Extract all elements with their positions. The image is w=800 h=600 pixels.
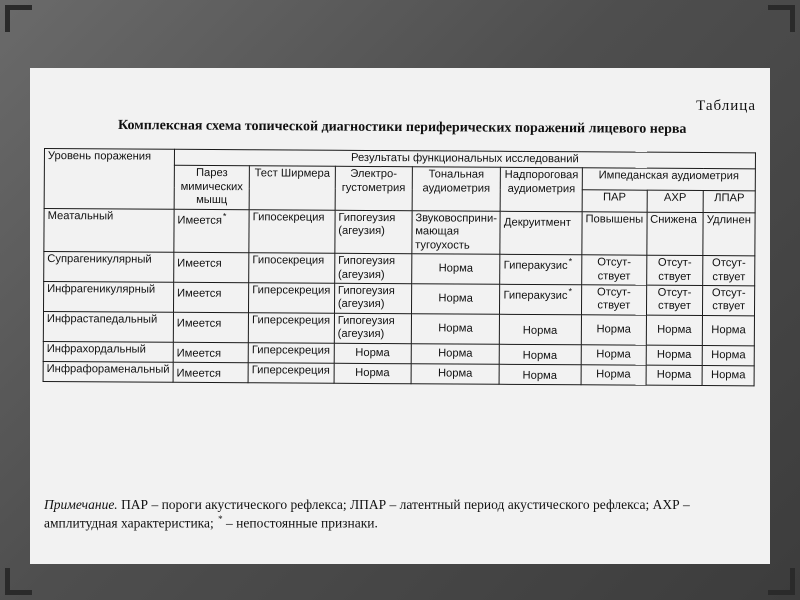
cell-paresis-text: Имеется xyxy=(176,367,222,380)
cell-tonal: Норма xyxy=(411,364,500,385)
cell-par: Повышены xyxy=(582,212,647,256)
frame-corner-bottom-right xyxy=(768,568,795,595)
cell-par: Норма xyxy=(581,315,646,345)
cell-paresis xyxy=(173,312,248,342)
header-par: ПАР xyxy=(582,190,647,212)
table-row xyxy=(44,252,755,286)
note-text: ПАР – пороги акустического рефлекса; ЛПАР – латентный период акустического рефлекса; АХР – амплитудная характеристика; xyxy=(44,497,690,531)
footnote-marker: * xyxy=(568,256,573,267)
header-level: Уровень поражения xyxy=(44,149,174,210)
header-ahr: АХР xyxy=(647,190,704,212)
cell-paresis-text: Имеется xyxy=(176,347,222,360)
cell-ahr: Норма xyxy=(646,315,703,345)
diagnostic-table xyxy=(43,148,756,386)
cell-gustometry: Норма xyxy=(334,363,411,384)
cell-ahr: Норма xyxy=(646,345,703,366)
frame-corner-top-right xyxy=(768,5,795,32)
cell-lpar: Норма xyxy=(702,345,754,365)
header-lpar: ЛПАР xyxy=(703,191,755,213)
table-row xyxy=(44,208,755,256)
header-results: Результаты функциональных исследований xyxy=(174,149,755,169)
cell-tonal: Норма xyxy=(411,284,500,314)
cell-suprathreshold xyxy=(500,254,582,284)
cell-suprathreshold xyxy=(500,344,582,365)
cell-paresis xyxy=(173,342,248,363)
cell-lpar: Норма xyxy=(702,365,754,385)
header-schirmer: Тест Ширмера xyxy=(249,166,335,210)
cell-lpar: Норма xyxy=(703,315,755,345)
cell-tonal: Норма xyxy=(411,254,500,284)
cell-supra-text: Норма xyxy=(522,349,558,362)
cell-ahr: Отсут-ствует xyxy=(646,255,703,285)
cell-paresis-text: Имеется xyxy=(177,214,222,227)
cell-supra-text: Гиперакузис xyxy=(503,259,568,272)
cell-suprathreshold xyxy=(500,284,582,314)
table-note xyxy=(44,496,760,532)
cell-par: Отсут-ствует xyxy=(582,255,647,285)
cell-paresis xyxy=(174,252,249,282)
footnote-marker: * xyxy=(568,286,573,297)
cell-paresis xyxy=(173,362,248,383)
table-row xyxy=(43,311,754,345)
note-label: Примечание. xyxy=(44,497,118,512)
cell-tonal: Норма xyxy=(411,314,500,344)
cell-paresis-text: Имеется xyxy=(177,257,222,270)
cell-tonal: Звуковосприни-мающая тугоухость xyxy=(412,210,501,254)
header-impedance-audiometry: Импеданская аудиометрия xyxy=(582,168,755,191)
frame-corner-bottom-left xyxy=(5,568,32,595)
cell-par: Отсут-ствует xyxy=(581,285,646,315)
table-row xyxy=(43,361,754,386)
cell-schirmer: Гиперсекреция xyxy=(248,313,334,343)
cell-level: Инфрагеникулярный xyxy=(44,281,174,312)
cell-schirmer: Гипосекреция xyxy=(249,210,335,254)
cell-lpar: Удлинен xyxy=(703,212,755,256)
cell-paresis-text: Имеется xyxy=(176,317,222,330)
cell-schirmer: Гиперсекреция xyxy=(249,283,335,313)
cell-lpar: Отсут-ствует xyxy=(703,285,755,315)
cell-supra-text: Норма xyxy=(522,369,558,382)
cell-supra-text: Гиперакузис xyxy=(503,289,568,302)
cell-lpar: Отсут-ствует xyxy=(703,256,755,286)
cell-schirmer: Гиперсекреция xyxy=(248,363,334,384)
cell-level: Инфрахордальный xyxy=(43,341,173,362)
cell-paresis xyxy=(174,209,249,253)
cell-gustometry: Гипогеузия (агеузия) xyxy=(334,313,411,343)
footnote-marker: * xyxy=(222,210,227,221)
frame-corner-top-left xyxy=(5,5,32,32)
cell-level: Инфрастапедальный xyxy=(43,311,173,342)
header-tonal-audiometry: Тональная аудиометрия xyxy=(412,167,501,211)
note-text-end: – непостоянные признаки. xyxy=(226,515,378,531)
cell-level: Супрагеникулярный xyxy=(44,252,174,283)
cell-ahr: Норма xyxy=(646,365,703,386)
table-caption: Таблица xyxy=(696,98,756,114)
cell-ahr: Отсут-ствует xyxy=(646,285,703,315)
cell-suprathreshold xyxy=(499,364,581,385)
cell-ahr: Снижена xyxy=(646,212,703,256)
table-row xyxy=(44,281,755,315)
note-footnote-marker: * xyxy=(218,513,223,524)
cell-paresis-text: Имеется xyxy=(176,287,222,300)
table-title: Комплексная схема топической диагностики периферических поражений лицевого нерва xyxy=(117,118,687,137)
cell-suprathreshold xyxy=(500,211,582,255)
cell-supra-text: Декруитмент xyxy=(503,216,571,229)
cell-schirmer: Гиперсекреция xyxy=(248,342,334,363)
scanned-page xyxy=(30,68,770,564)
cell-schirmer: Гипосекреция xyxy=(249,253,335,283)
cell-level: Меатальный xyxy=(44,208,174,252)
cell-par: Норма xyxy=(581,344,646,365)
header-electrogustometry: Электро-густометрия xyxy=(335,167,412,211)
cell-level: Инфрафораменальный xyxy=(43,361,173,382)
header-suprathreshold-audiometry: Надпороговая аудиометрия xyxy=(500,168,582,212)
cell-tonal: Норма xyxy=(411,343,500,364)
cell-supra-text: Норма xyxy=(522,324,558,337)
cell-gustometry: Гипогеузия (агеузия) xyxy=(335,210,412,254)
cell-paresis xyxy=(173,282,248,312)
cell-par: Норма xyxy=(581,365,646,386)
cell-gustometry: Норма xyxy=(334,343,411,364)
cell-gustometry: Гипогеузия (агеузия) xyxy=(334,253,411,283)
header-paresis: Парез мимических мышц xyxy=(174,166,249,210)
cell-suprathreshold xyxy=(500,314,582,344)
cell-gustometry: Гипогеузия (агеузия) xyxy=(334,283,411,313)
